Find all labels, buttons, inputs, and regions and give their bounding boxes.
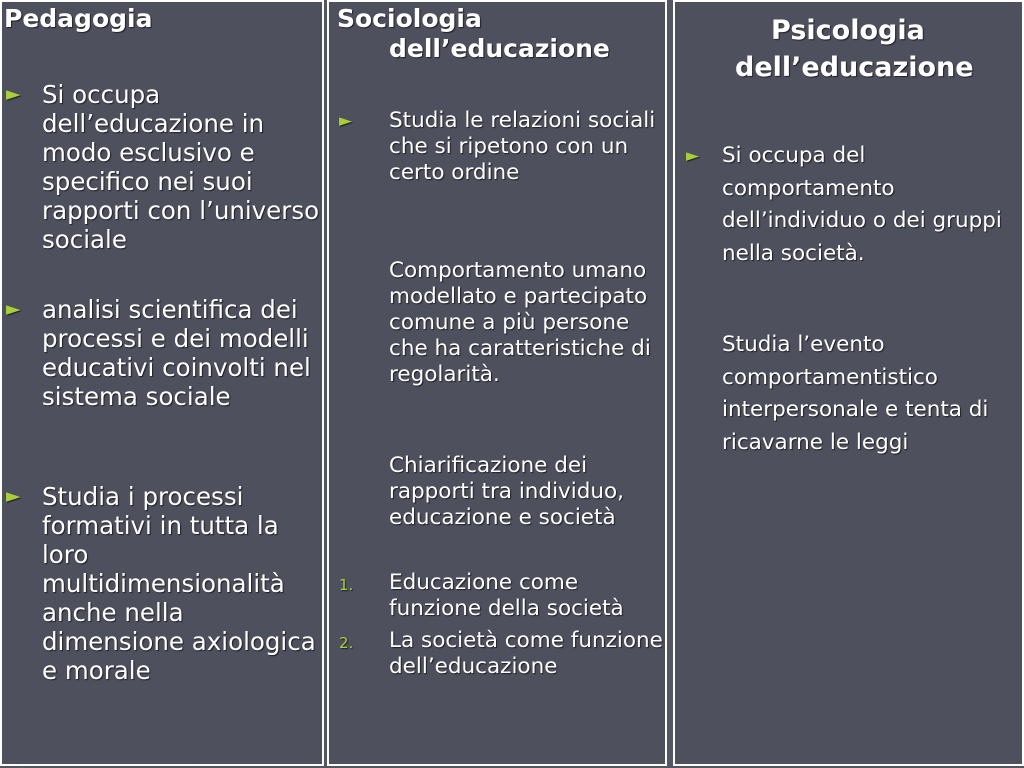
list-item-text: Si occupa del comportamento dell’individuo o dei gruppi nella società. <box>722 143 1002 266</box>
title-line-1: Sociologia <box>337 4 482 33</box>
triangle-bullet-icon: ► <box>339 111 353 131</box>
pedagogia-panel <box>0 0 324 766</box>
list-item-text: Studia le relazioni sociali che si ripetono con un certo ordine <box>389 108 656 185</box>
numbered-item-text: Educazione come funzione della società <box>389 570 624 621</box>
item-number: 2. <box>339 634 354 652</box>
sociologia-panel <box>327 0 667 766</box>
pedagogia-title: Pedagogia <box>4 4 153 33</box>
item-number: 1. <box>339 576 354 594</box>
numbered-item <box>339 628 663 680</box>
list-item-text: Si occupa dell’educazione in modo esclusivo e specifico nei suoi rapporti con l’universo sociale <box>42 80 320 254</box>
triangle-bullet-icon: ► <box>6 298 21 320</box>
paragraph: Studia l’evento comportamentistico interpersonale e tenta di ricavarne le leggi <box>722 332 989 455</box>
list-item <box>339 108 663 186</box>
list-item <box>6 482 324 685</box>
list-item <box>6 80 324 254</box>
triangle-bullet-icon: ► <box>6 485 21 507</box>
list-item <box>686 140 1012 270</box>
paragraph: Comportamento umano modellato e partecipato comune a più persone che ha caratteristiche di regolarità. <box>389 258 651 387</box>
triangle-bullet-icon: ► <box>686 146 700 166</box>
paragraph: Chiarificazione dei rapporti tra individuo, educazione e società <box>389 453 624 530</box>
triangle-bullet-icon: ► <box>6 83 21 105</box>
title-line-2: dell’educazione <box>389 34 610 63</box>
list-item-text: Studia i processi formativi in tutta la loro multidimensionalità anche nella dimensione axiologica e morale <box>42 482 316 685</box>
psicologia-title <box>735 12 1024 86</box>
list-item-text: analisi scientifica dei processi e dei modelli educativi coinvolti nel sistema sociale <box>42 295 311 411</box>
sociologia-title <box>337 4 663 64</box>
title-line-2: dell’educazione <box>735 52 974 83</box>
list-item <box>6 295 324 411</box>
numbered-item-text: La società come funzione dell’educazione <box>389 628 663 679</box>
title-line-1: Psicologia <box>771 15 925 46</box>
numbered-item <box>339 570 663 622</box>
psicologia-panel <box>673 0 1024 766</box>
